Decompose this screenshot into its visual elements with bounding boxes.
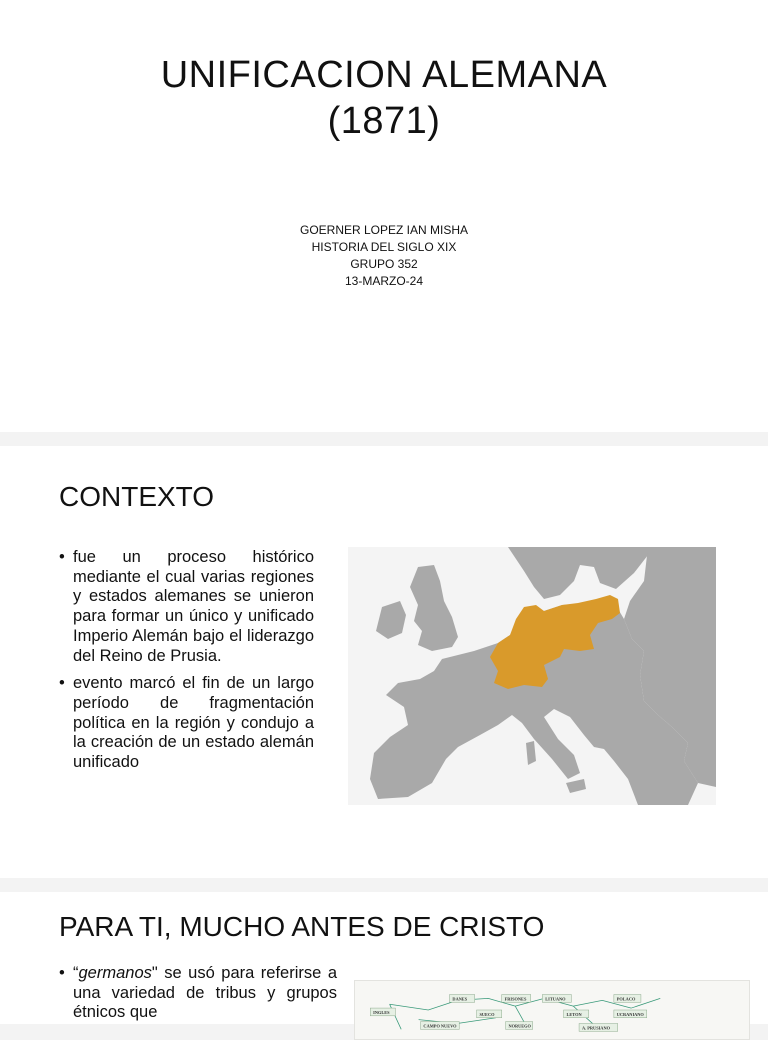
node-campo-nuevo: CAMPO NUEVO bbox=[423, 1023, 457, 1029]
germanic-peoples-slide bbox=[0, 892, 768, 1031]
node-polaco: POLACO bbox=[616, 996, 636, 1002]
europe-map-image bbox=[348, 547, 716, 805]
germanic-bullet-text: se usó para referirse a una variedad de tribus y grupos étnicos que bbox=[73, 964, 337, 1022]
node-ingles: INGLES bbox=[373, 1009, 390, 1015]
germanic-bullet-list bbox=[59, 964, 337, 1031]
node-danes: DANES bbox=[452, 996, 468, 1002]
presentation-date: 13-MARZO-24 bbox=[344, 274, 424, 288]
context-bullet-list bbox=[59, 548, 314, 781]
presentation-title bbox=[0, 52, 768, 144]
germanic-bullet-1 bbox=[59, 964, 337, 1023]
german-empire-map bbox=[348, 547, 716, 805]
node-frisones: FRISONES bbox=[504, 996, 527, 1002]
context-bullet-1: • fue un proceso histórico mediante el cual varias regiones y estados alemanes se unieron para formar un único y unificado Imperio Alemán bajo el liderazgo del Reino de Prusia. bbox=[59, 548, 314, 666]
germanos-term: germanos bbox=[78, 964, 152, 982]
author-name: GOERNER LOPEZ IAN MISHA bbox=[299, 223, 469, 237]
group-name: GRUPO 352 bbox=[350, 257, 418, 271]
node-ucraniano: UCRANIANO bbox=[616, 1011, 644, 1017]
node-leton: LETON bbox=[566, 1011, 582, 1017]
node-lituano: LITUANO bbox=[545, 996, 566, 1002]
language-tree-diagram bbox=[355, 981, 749, 1039]
title-line-2: (1871) bbox=[327, 100, 441, 142]
context-slide bbox=[0, 446, 768, 878]
quote-close: " bbox=[151, 964, 158, 982]
section-title-context: CONTEXTO bbox=[59, 481, 215, 512]
subtitle-block bbox=[0, 222, 768, 290]
title-slide bbox=[0, 0, 768, 432]
quote-open: “ bbox=[73, 964, 79, 982]
title-line-1: UNIFICACION ALEMANA bbox=[160, 54, 608, 96]
node-noruego: NORUEGO bbox=[508, 1023, 531, 1029]
language-family-tree bbox=[354, 980, 750, 1040]
context-bullet-2: • evento marcó el fin de un largo período de fragmentación política en la región y condujo a la creación de un estado alemán unificado bbox=[59, 674, 314, 773]
course-name: HISTORIA DEL SIGLO XIX bbox=[311, 240, 457, 254]
node-sueco: SUECO bbox=[479, 1011, 495, 1017]
section-title-germanic: PARA TI, MUCHO ANTES DE CRISTO bbox=[59, 911, 545, 942]
node-a-prusiano: A. PRUSIANO bbox=[581, 1025, 610, 1031]
